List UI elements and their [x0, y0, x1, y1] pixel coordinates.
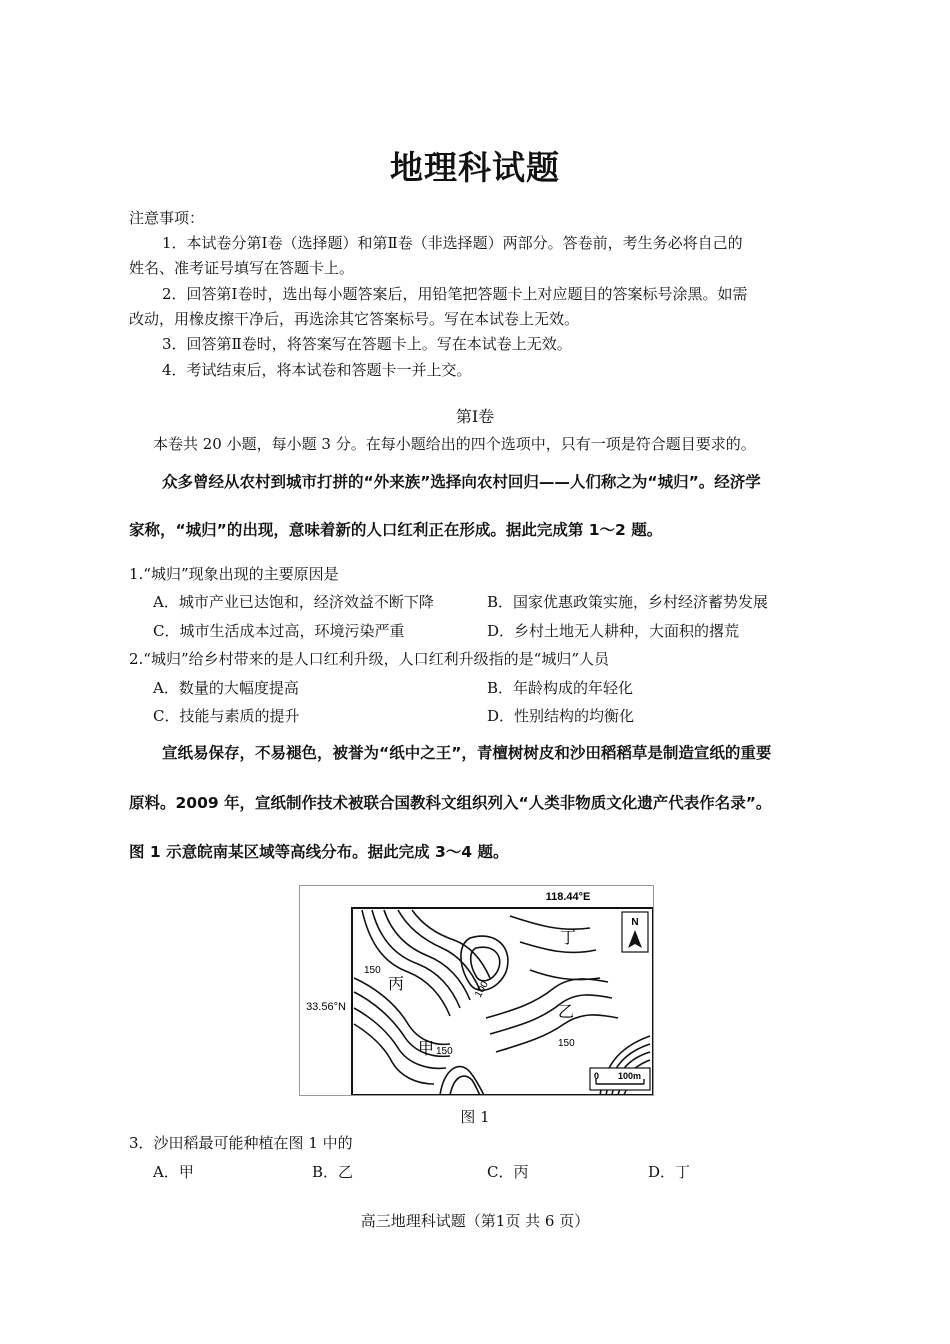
place-bing: 丙: [388, 974, 405, 993]
q3-stem: 3．沙田稻最可能种植在图 1 中的: [129, 1134, 353, 1152]
q2-option-c: C．技能与素质的提升: [153, 707, 300, 725]
svg-text:100m: 100m: [618, 1071, 642, 1081]
notice-item-4: 4．考试结束后，将本试卷和答题卡一并上交。: [162, 361, 472, 379]
place-yi: 乙: [558, 1002, 575, 1021]
contour-label: 150: [364, 965, 381, 976]
q1-option-b: B．国家优惠政策实施，乡村经济蓄势发展: [487, 593, 769, 611]
contour-map-figure: [299, 885, 654, 1096]
notice-heading: 注意事项：: [129, 209, 205, 227]
q3-option-c: C．丙: [487, 1163, 529, 1181]
contour-label: 150: [436, 1046, 453, 1057]
section-title: 第Ⅰ卷: [455, 407, 495, 426]
q1-stem: 1.“城归”现象出现的主要原因是: [129, 565, 339, 583]
contour-label: 100: [473, 979, 491, 1000]
q3-option-a: A．甲: [153, 1163, 194, 1181]
figure-caption: 图 1: [460, 1108, 490, 1126]
contour-map: [300, 886, 653, 1095]
svg-text:0: 0: [594, 1071, 600, 1081]
q1-option-d: D．乡村土地无人耕种，大面积的撂荒: [487, 622, 740, 640]
page-footer: 高三地理科试题（第1页 共 6 页）: [360, 1212, 590, 1230]
passage1-line2: 家称，“城归”的出现，意味着新的人口红利正在形成。据此完成第 1～2 题。: [129, 521, 663, 539]
passage2-line2: 原料。2009 年，宣纸制作技术被联合国教科文组织列入“人类非物质文化遗产代表作名录”。: [129, 794, 772, 812]
q2-option-b: B．年龄构成的年轻化: [487, 679, 634, 697]
section-intro: 本卷共 20 小题，每小题 3 分。在每小题给出的四个选项中，只有一项是符合题目要求的。: [153, 435, 756, 453]
q2-option-a: A．数量的大幅度提高: [153, 679, 299, 697]
q2-option-d: D．性别结构的均衡化: [487, 707, 635, 725]
q3-option-b: B．乙: [312, 1163, 354, 1181]
latitude-label: 33.56°N: [306, 1001, 346, 1013]
passage2-line1: 宣纸易保存，不易褪色，被誉为“纸中之王”，青檀树树皮和沙田稻稻草是制造宣纸的重要: [162, 744, 772, 762]
scale-bar: [590, 1068, 650, 1090]
notice-item-1: 1．本试卷分第Ⅰ卷（选择题）和第Ⅱ卷（非选择题）两部分。答卷前，考生务必将自己的: [162, 234, 743, 252]
q1-option-a: A．城市产业已达饱和，经济效益不断下降: [153, 593, 434, 611]
passage2-line3: 图 1 示意皖南某区域等高线分布。据此完成 3～4 题。: [129, 843, 509, 861]
q2-stem: 2.“城归”给乡村带来的是人口红利升级，人口红利升级指的是“城归”人员: [129, 650, 609, 668]
notice-item-2-cont: 改动，用橡皮擦干净后，再选涂其它答案标号。写在本试卷上无效。: [129, 310, 580, 328]
north-arrow-icon: [622, 912, 648, 952]
passage1-line1: 众多曾经从农村到城市打拼的“外来族”选择向农村回归——人们称之为“城归”。经济学: [162, 473, 761, 491]
notice-item-3: 3．回答第Ⅱ卷时，将答案写在答题卡上。写在本试卷上无效。: [162, 335, 572, 353]
place-jia: 甲: [418, 1039, 435, 1058]
svg-text:N: N: [631, 917, 639, 928]
longitude-label: 118.44°E: [545, 891, 591, 903]
q3-option-d: D．丁: [648, 1163, 691, 1181]
contour-label: 150: [558, 1038, 575, 1049]
notice-item-2: 2．回答第Ⅰ卷时，选出每小题答案后，用铅笔把答题卡上对应题目的答案标号涂黑。如需: [162, 285, 748, 303]
page-title: 地理科试题: [390, 148, 560, 187]
notice-item-1-cont: 姓名、准考证号填写在答题卡上。: [129, 259, 355, 277]
q1-option-c: C．城市生活成本过高，环境污染严重: [153, 622, 405, 640]
place-ding: 丁: [560, 928, 577, 947]
